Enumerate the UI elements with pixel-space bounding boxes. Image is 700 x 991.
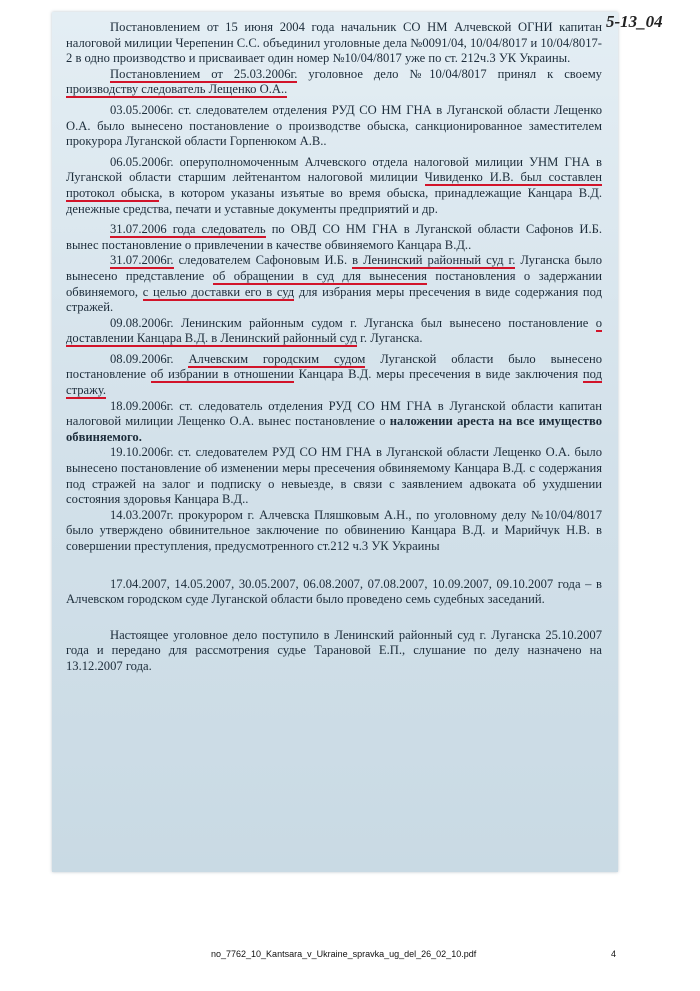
paragraph-text: 06.05.2006г. оперуполномоченным Алчевского отдела налоговой милиции УНМ ГНА в Луганской области старшим лейтенантом налоговой милиции (66, 154, 602, 185)
highlighted-text: об обращении в суд для вынесения (212, 268, 427, 283)
highlighted-text: Алчевским городским судом (188, 351, 366, 366)
paragraph-text: 09.08.2006г. Ленинским районным судом г. Луганска был вынесено постановление (110, 315, 596, 330)
paragraph-court-submission (66, 253, 602, 315)
bold-text: наложении ареста на все имущество обвиняемого. (66, 414, 603, 444)
highlighted-text: Постановлением от 25.03.2006г. (110, 66, 298, 81)
highlighted-text: производству следователь Лещенко О.А.. (66, 82, 288, 97)
reference-code: 5-13_04 (606, 12, 663, 31)
paragraph-text: следователем Сафоновым И.Б. (173, 253, 353, 268)
paragraph-text: 03.05.2006г. ст. следователем отделения РУД СО НМ ГНА в Луганской области Лещенко О.А. было вынесено постановление о производстве обыска, санкционированное заместителем прокурора Луганской области Горпенюком А.В.. (66, 102, 602, 149)
paragraph-text: уголовное дело №10/04/8017 принял к своему (297, 66, 602, 81)
paragraph-hearings (66, 577, 602, 608)
paragraph-delivery-ruling (66, 316, 602, 347)
paragraph-text: , в котором указаны изъятые во время обыска, принадлежащие Канцара В.Д. денежные средства, печати и уставные документы предприятий и др. (66, 185, 603, 216)
paragraph-text: 08.09.2006г. (110, 351, 189, 366)
paragraph-case-accepted (66, 67, 602, 98)
paragraph-indictment (66, 508, 602, 555)
highlighted-text: 31.07.2006 года следователь (110, 222, 266, 237)
paragraph-text: Луганска было вынесено представление (66, 253, 603, 283)
footer-filename: no_7762_10_Kantsara_v_Ukraine_spravka_ug_del_26_02_10.pdf (211, 949, 477, 959)
paragraph-detention (66, 352, 602, 399)
paragraph-text: постановления о задержании обвиняемого, (66, 268, 602, 299)
paragraph-charged (66, 222, 602, 253)
highlighted-text: Чивиденко И.В. был составлен протокол обыска (66, 170, 602, 200)
highlighted-text: в Ленинский районный суд г. (352, 253, 516, 268)
paragraph-text: 18.09.2006г. ст. следователь отделения РУД СО НМ ГНА в Луганской области капитан налоговой милиции Лещенко О.А. вынес постановление о (66, 398, 602, 429)
page-number: 4 (611, 949, 617, 959)
paragraph-text: по ОВД СО НМ ГНА в Луганской области Сафонов И.Б. вынес постановление о привлечении в качестве обвиняемого Канцара В.Д.. (66, 222, 603, 252)
paragraph-asset-arrest (66, 399, 602, 446)
highlighted-text: под стражу. (66, 367, 602, 398)
highlighted-text: об избрании в отношении (150, 367, 294, 382)
paragraph-text: г. Луганска. (357, 331, 423, 346)
highlighted-text: о доставлении Канцара В.Д. в Ленинский районный суд (66, 315, 602, 346)
paragraph-search-protocol (66, 155, 602, 217)
paragraph-text: 17.04.2007, 14.05.2007, 30.05.2007, 06.08.2007, 07.08.2007, 10.09.2007, 09.10.2007 года – в Алчевском городском суде Луганской области было проведено семь судебных заседаний. (66, 576, 602, 607)
paragraph-merge-cases (66, 20, 602, 67)
paragraph-text: Постановлением от 15 июня 2004 года начальник СО НМ Алчевской ОГНИ капитан налоговой милиции Черепенин С.С. объединил уголовные дела №0091/04, 10/04/8017 и 10/04/8017-2 в одно производство и присваивает один номер №10/04/8017 уже по ст. 212ч.3 УК Украины. (66, 20, 602, 66)
paragraph-text: для избрания меры пресечения в виде содержания под стражей. (66, 284, 602, 315)
highlighted-text: с целью доставки его в суд (142, 284, 295, 299)
highlighted-text: 31.07.2006г. (110, 253, 174, 268)
scanned-page (52, 12, 618, 872)
document-body (66, 20, 602, 675)
paragraph-search-order (66, 103, 602, 150)
paragraph-current-status (66, 628, 602, 675)
paragraph-text: Луганской области было вынесено постановление (66, 351, 602, 382)
paragraph-text: Настоящее уголовное дело поступило в Ленинский районный суд г. Луганска 25.10.2007 года и передано для рассмотрения судье Тарановой Е.П., слушание по делу назначено на 13.12.2007 года. (66, 627, 602, 673)
paragraph-text: 19.10.2006г. ст. следователем РУД СО НМ ГНА в Луганской области Лещенко О.А. было вынесено постановление об изменении меры пресечения обвиняемому Канцара В.Д. с содержания под стражей на залог и подписку о невыезде, в связи с заявлением адвоката об ухудшении состояния здоровья Канцара В.Д.. (66, 445, 602, 507)
paragraph-text: 14.03.2007г. прокурором г. Алчевска Пляшковым А.Н., по уголовному делу №10/04/8017 было утверждено обвинительное заключение по обвинению Канцара В.Д. и Марийчук Н.В. в совершении преступления, предусмотренного ст.212 ч.3 УК Украины (66, 507, 602, 553)
paragraph-bail-change (66, 445, 602, 507)
paragraph-text: Канцара В.Д. меры пресечения в виде заключения (293, 367, 583, 382)
